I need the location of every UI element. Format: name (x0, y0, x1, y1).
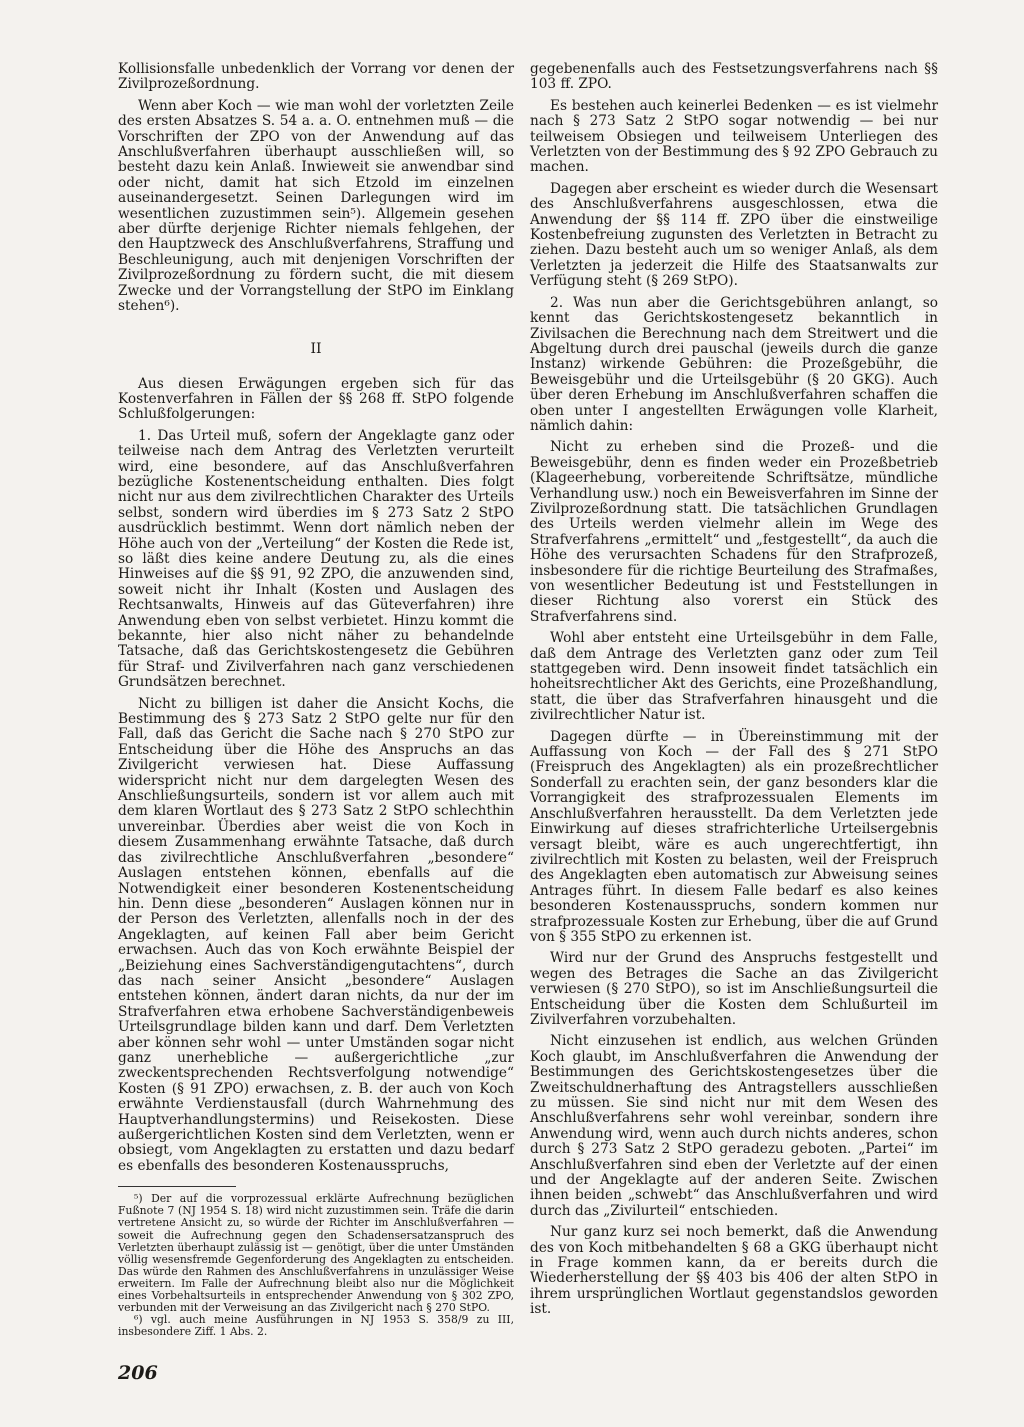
paragraph: Nicht zu billigen ist daher die Ansicht Kochs, die Bestimmung des § 273 Satz 2 StPO gelte nur für den Fall, daß das Gericht die Sache nach § 270 StPO zur Entscheidung über die Höhe des Anspruchs an das Zivilgericht verwiesen hat. Diese Auffassung widerspricht nicht nur dem dargelegten Wesen des Anschließungsurteils, sondern ist vor allem auch mit dem klaren Wortlaut des § 273 Satz 2 StPO schlechthin unvereinbar. Überdies aber weist die von Koch in diesem Zusammenhang erwähnte Tatsache, daß durch das zivilrechtliche Anschlußverfahren „besondere“ Auslagen entstehen können, ebenfalls auf die Notwendigkeit einer besonderen Kostenentscheidung hin. Denn diese „besonderen“ Auslagen können nur in der Person des Verletzten, allenfalls noch in der des Angeklagten, auf keinen Fall aber beim Gericht erwachsen. Auch das von Koch erwähnte Beispiel der „Beiziehung eines Sachverständigengutachtens“, durch das nach seiner Ansicht „besondere“ Auslagen entstehen können, ändert daran nichts, da nur der im Strafverfahren etwa erhobene Sachverständigenbeweis Urteilsgrundlage bilden kann und darf. Dem Verletzten aber können sehr wohl — unter Umständen sogar nicht ganz unerhebliche — außergerichtliche „zur zweckentsprechenden Rechtsverfolgung notwendige“ Kosten (§ 91 ZPO) erwachsen, z. B. der auch von Koch erwähnte Verdienstausfall (durch Wahrnehmung des Hauptverhandlungstermins) und Reisekosten. Diese außergerichtlichen Kosten sind dem Verletzten, wenn er obsiegt, vom Angeklagten zu erstatten und dazu bedarf es ebenfalls des besonderen Kostenausspruchs, (118, 695, 514, 1174)
paragraph: gegebenenfalls auch des Festsetzungsverfahrens nach §§ 103 ff. ZPO. (530, 61, 938, 93)
paragraph: Aus diesen Erwägungen ergeben sich für das Kostenverfahren in Fällen der §§ 268 ff. StPO folgende Schlußfolgerungen: (118, 375, 514, 423)
footnote: ⁵) Der auf die vorprozessual erklärte Aufrechnung bezüglichen Fußnote 7 (NJ 1954 S. 18) wird nicht zuzustimmen sein. Träfe die darin vertretene Ansicht zu, so würde der Richter im Anschlußverfahren — soweit die Aufrechnung gegen den Schadensersatzanspruch des Verletzten überhaupt zulässig ist — genötigt, über die unter Umständen völlig wesensfremde Gegenforderung des Angeklagten zu entscheiden. Das würde den Rahmen des Anschlußverfahrens in unzulässiger Weise erweitern. Im Falle der Aufrechnung bleibt also nur die Möglichkeit eines Vorbehaltsurteils in entsprechender Anwendung von § 302 ZPO, verbunden mit der Verweisung an das Zivilgericht nach § 270 StPO. (118, 1192, 514, 1315)
paragraph: Nicht einzusehen ist endlich, aus welchen Gründen Koch glaubt, im Anschlußverfahren die Anwendung der Bestimmungen des Gerichtskostengesetzes über die Zweitschuldnerhaftung des Antragstellers ausschließen zu müssen. Sie sind nicht nur mit dem Wesen des Anschlußverfahrens sehr wohl vereinbar, sondern ihre Anwendung wird, wenn auch durch nichts anderes, schon durch § 273 Satz 2 StPO geradezu geboten. „Partei“ im Anschlußverfahren sind eben der Verletzte auf der einen und der Angeklagte auf der anderen Seite. Zwischen ihnen beiden „schwebt“ das Anschlußverfahren und wird durch das „Zivilurteil“ entschieden. (530, 1033, 938, 1219)
paragraph: Wohl aber entsteht eine Urteilsgebühr in dem Falle, daß dem Antrage des Verletzten ganz oder zum Teil stattgegeben wird. Denn insoweit findet tatsächlich ein hoheitsrechtlicher Akt des Gerichts, eine Prozeßhandlung, statt, die über das Strafverfahren hinausgeht und die zivilrechtlicher Natur ist. (530, 630, 938, 724)
paragraph: Es bestehen auch keinerlei Bedenken — es ist vielmehr nach § 273 Satz 2 StPO sogar notwendig — bei nur teilweisem Obsiegen und teilweisem Unterliegen des Verletzten von der Bestimmung des § 92 ZPO Gebrauch zu machen. (530, 97, 938, 176)
left-column (118, 62, 514, 1338)
paragraph: 2. Was nun aber die Gerichtsgebühren anlangt, so kennt das Gerichtskostengesetz bekanntlich in Zivilsachen die Berechnung nach dem Streitwert und die Abgeltung durch drei pauschal (jeweils durch die ganze Instanz) wirkende Gebühren: die Prozeßgebühr, die Beweisgebühr und die Urteilsgebühr (§ 20 GKG). Auch über deren Erhebung im Anschlußverfahren schaffen die oben unter I angestellten Erwägungen volle Klarheit, nämlich dahin: (530, 294, 938, 434)
paragraph: Nur ganz kurz sei noch bemerkt, daß die Anwendung des von Koch mitbehandelten § 68 a GKG überhaupt nicht in Frage kommen kann, da er bereits durch die Wiederherstellung der §§ 403 bis 406 der alten StPO in ihrem ursprünglichen Wortlaut gegenstandslos geworden ist. (530, 1224, 938, 1318)
paragraph: Nicht zu erheben sind die Prozeß- und die Beweisgebühr, denn es finden weder ein Prozeßbetrieb (Klageerhebung, vorbereitende Schriftsätze, mündliche Verhandlung usw.) noch ein Beweisverfahren im Sinne der Zivilprozeßordnung statt. Die tatsächlichen Grundlagen des Urteils werden vielmehr allein im Wege des Strafverfahrens „ermittelt“ und „festgestellt“, da auch die Höhe des verursachten Schadens für den Strafprozeß, insbesondere für die richtige Beurteilung des Strafmaßes, von wesentlicher Bedeutung ist und Feststellungen in dieser Richtung also vorerst ein Stück des Strafverfahrens sind. (530, 439, 938, 625)
paragraph: Kollisionsfalle unbedenklich der Vorrang vor denen der Zivilprozeßordnung. (118, 61, 514, 93)
section-heading: II (310, 340, 322, 357)
paragraph: 1. Das Urteil muß, sofern der Angeklagte ganz oder teilweise nach dem Antrag des Verletzten verurteilt wird, eine besondere, auf das Anschlußverfahren bezügliche Kostenentscheidung enthalten. Dies folgt nicht nur aus dem zivilrechtlichen Charakter des Urteils selbst, sondern wird überdies im § 273 Satz 2 StPO ausdrücklich bestimmt. Wenn dort nämlich neben der Höhe auch von der „Verteilung“ der Kosten die Rede ist, so läßt dies keine andere Deutung zu, als die eines Hinweises auf die §§ 91, 92 ZPO, die anzuwenden sind, soweit nicht ihr Inhalt (Kosten und Auslagen des Rechtsanwalts, Hinweis auf das Güteverfahren) ihre Anwendung eben von selbst verbietet. Hinzu kommt die bekannte, hier also nicht näher zu behandelnde Tatsache, daß das Gerichtskostengesetz die Gebühren für Straf- und Zivilverfahren nach ganz verschiedenen Grundsätzen berechnet. (118, 427, 514, 691)
paragraph: Wird nur der Grund des Anspruchs festgestellt und wegen des Betrages die Sache an das Zivilgericht verwiesen (§ 270 StPO), so ist im Anschließungsurteil die Entscheidung über die Kosten dem Schlußurteil im Zivilverfahren vorzubehalten. (530, 950, 938, 1028)
paragraph: Dagegen dürfte — in Übereinstimmung mit der Auffassung von Koch — der Fall des § 271 StPO (Freispruch des Angeklagten) als ein prozeßrechtlicher Sonderfall zu erachten sein, der ganz besonders klar die Vorrangigkeit des strafprozessualen Elements im Anschlußverfahren herausstellt. Da dem Verletzten jede Einwirkung auf dieses strafrichterliche Urteilsergebnis versagt bleibt, wäre es auch ungerechtfertigt, ihn zivilrechtlich mit Kosten zu belasten, weil der Freispruch des Angeklagten eben automatisch zur Abweisung seines Antrages führt. In diesem Falle bedarf es also keines besonderen Kostenausspruchs, sondern kommen nur strafprozessuale Kosten zur Erhebung, über die auf Grund von § 355 StPO zu erkennen ist. (530, 728, 938, 945)
footnote: ⁶) vgl. auch meine Ausführungen in NJ 1953 S. 358/9 zu III, insbesondere Ziff. 1 Abs. 2. (118, 1313, 514, 1339)
footnote-divider (118, 1186, 236, 1187)
paragraph: Wenn aber Koch — wie man wohl der vorletzten Zeile des ersten Absatzes S. 54 a. a. O. entnehmen muß — die Vorschriften der ZPO von der Anwendung auf das Anschlußverfahren überhaupt ausschließen will, so besteht dazu kein Anlaß. Inwieweit sie anwendbar sind oder nicht, damit hat sich Etzold im einzelnen auseinandergesetzt. Seinen Darlegungen wird im wesentlichen zuzustimmen sein⁵). Allgemein gesehen aber dürfte derjenige Richter niemals fehlgehen, der den Hauptzweck des Anschlußverfahrens, Straffung und Beschleunigung, auch mit denjenigen Vorschriften der Zivilprozeßordnung zu fördern sucht, die mit diesem Zwecke und der Vorrangstellung der StPO im Einklang stehen⁶). (118, 97, 514, 315)
paragraph: Dagegen aber erscheint es wieder durch die Wesensart des Anschlußverfahrens ausgeschlossen, etwa die Anwendung der §§ 114 ff. ZPO über die einstweilige Kostenbefreiung zugunsten des Verletzten in Betracht zu ziehen. Dazu besteht auch um so weniger Anlaß, als dem Verletzten ja jederzeit die Hilfe des Staatsanwalts zur Verfügung steht (§ 269 StPO). (530, 180, 938, 290)
page-number: 206 (118, 1362, 158, 1384)
right-column (530, 62, 938, 1318)
